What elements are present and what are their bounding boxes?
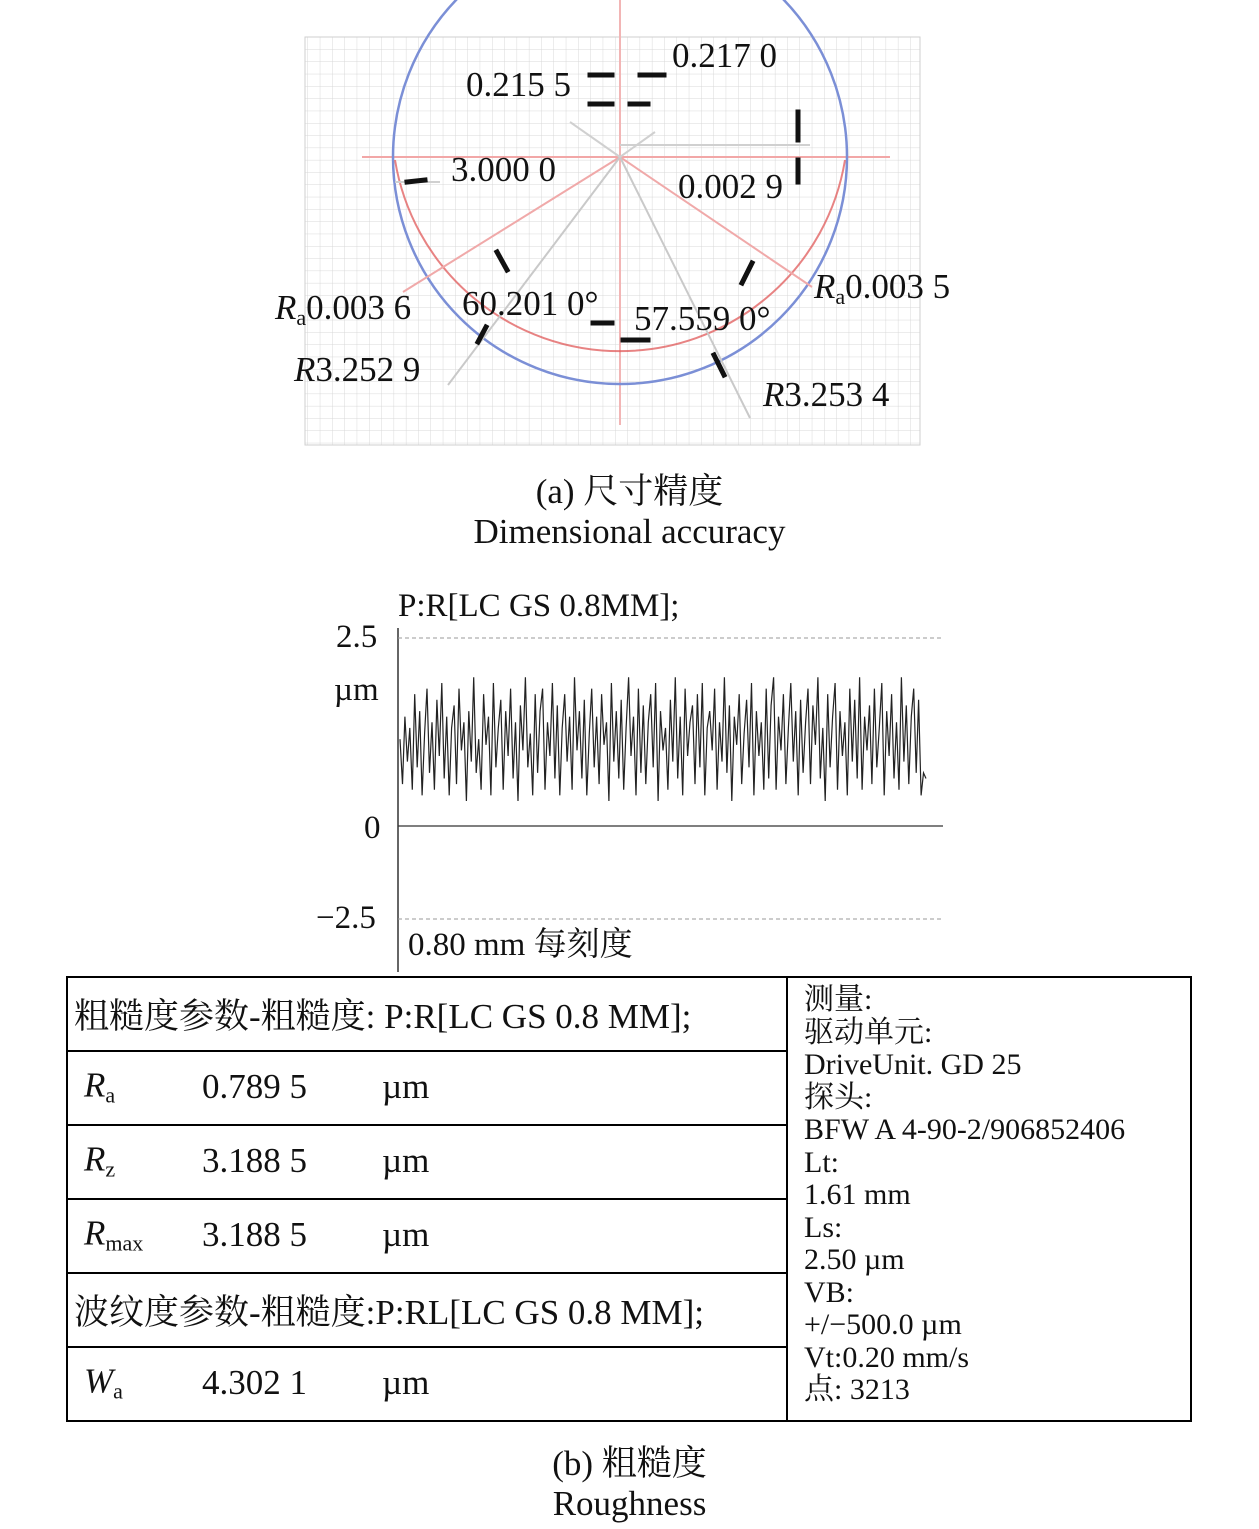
x-scale-note: 0.80 mm 每刻度 — [408, 927, 633, 963]
param-value: 0.789 5 — [202, 1067, 307, 1107]
info-line: +/−500.0 µm — [804, 1308, 962, 1341]
measurement-info — [787, 977, 1191, 1421]
param-value: 4.302 1 — [202, 1363, 307, 1403]
dimensional-accuracy-figure — [0, 0, 1259, 460]
roughness-profile-line — [400, 677, 926, 801]
param-unit: µm — [382, 1215, 430, 1255]
roughness-parameter-table — [66, 976, 1192, 1422]
caption-b-cn: (b) 粗糙度 — [552, 1444, 707, 1483]
label-diameter: 3.000 0 — [451, 150, 556, 189]
y-tick-zero: 0 — [364, 810, 381, 846]
y-tick-bottom: −2.5 — [316, 900, 376, 936]
info-line: Ls: — [804, 1210, 843, 1244]
label-offset: 0.002 9 — [678, 167, 783, 206]
param-value: 3.188 5 — [202, 1141, 307, 1181]
label-ra-right: $R_a0.003$ 5 — [814, 267, 951, 309]
info-line: 探头: — [804, 1080, 873, 1114]
param-row-ra: $R_a$ 0.789 5 µm — [67, 1051, 787, 1125]
param-unit: µm — [382, 1363, 430, 1403]
caption-a-en: Dimensional accuracy — [473, 512, 786, 551]
info-line: DriveUnit. GD 25 — [804, 1048, 1022, 1081]
param-unit: µm — [382, 1067, 430, 1107]
caption-b-en: Roughness — [552, 1484, 707, 1523]
info-line: 测量: — [804, 983, 873, 1016]
param-unit: µm — [382, 1141, 430, 1181]
label-angle-right: 57.559 0° — [634, 299, 771, 338]
label-ra-left: $R_a0.003$ 6 — [275, 288, 412, 330]
info-line: VB: — [804, 1275, 855, 1309]
info-line: 1.61 mm — [804, 1178, 911, 1211]
chart-title: P:R[LC GS 0.8MM]; — [398, 588, 680, 624]
label-width-top-right: 0.217 0 — [672, 36, 777, 75]
info-line: Vt:0.20 mm/s — [804, 1340, 970, 1374]
y-tick-top: 2.5 — [336, 619, 378, 655]
y-axis-unit: µm — [334, 672, 379, 708]
param-row-wa: $W_a$ 4.302 1 µm — [67, 1347, 787, 1421]
roughness-profile-chart — [0, 620, 1259, 972]
param-row-rz: $R_z$ 3.188 5 µm — [67, 1125, 787, 1199]
roughness-header: 粗糙度参数-粗糙度: P:R[LC GS 0.8 MM]; — [67, 977, 787, 1051]
info-line: 点: 3213 — [804, 1373, 910, 1406]
info-line: 2.50 µm — [804, 1243, 905, 1276]
info-line: 驱动单元: — [804, 1015, 933, 1049]
param-row-rmax: $R_{max}$ 3.188 5 µm — [67, 1199, 787, 1273]
label-angle-left: 60.201 0° — [462, 284, 599, 323]
label-radius-right: R3.253 4 — [763, 375, 890, 414]
caption-a-cn: (a) 尺寸精度 — [535, 472, 724, 511]
info-line: Lt: — [804, 1145, 839, 1179]
param-value: 3.188 5 — [202, 1215, 307, 1255]
info-line: BFW A 4-90-2/906852406 — [804, 1113, 1126, 1146]
waviness-header: 波纹度参数-粗糙度:P:RL[LC GS 0.8 MM]; — [67, 1273, 787, 1347]
label-radius-left: R3.252 9 — [294, 350, 421, 389]
label-width-top-left: 0.215 5 — [466, 65, 571, 104]
